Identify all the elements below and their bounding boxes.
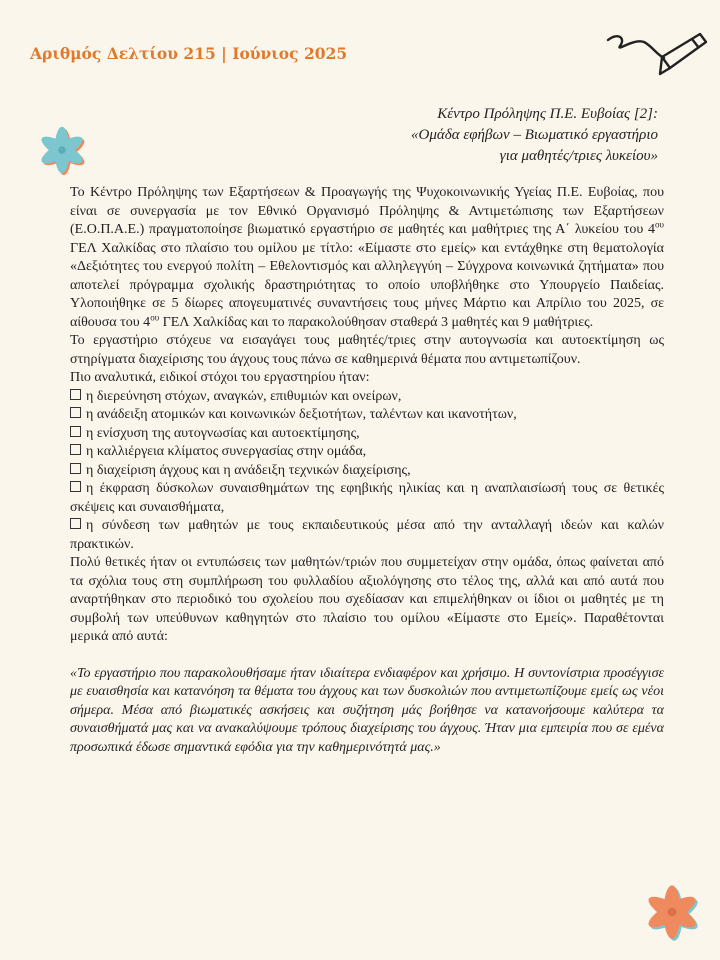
title-line: Κέντρο Πρόληψης Π.Ε. Ευβοίας [2]: [437,106,658,122]
list-item: η ανάδειξη ατομικών και κοινωνικών δεξιοτήτων, ταλέντων και ικανοτήτων, [70,406,664,425]
bulletin-header: Αριθμός Δελτίου 215 | Ιούνιος 2025 [30,44,348,63]
title-line: για μαθητές/τριες λυκείου» [499,148,658,164]
checkbox-icon [70,389,81,400]
list-item: η διαχείριση άγχους και η ανάδειξη τεχνικών διαχείρισης, [70,462,664,481]
pen-icon [604,30,708,88]
title-line: «Ομάδα εφήβων – Βιωματικό εργαστήριο [411,127,658,143]
article-body [70,184,664,757]
list-item: η σύνδεση των μαθητών με τους εκπαιδευτικούς μέσα από την ανταλλαγή ιδεών και καλών πρακτικών. [70,518,664,552]
article-title [411,104,658,167]
student-quote: «Το εργαστήριο που παρακολουθήσαμε ήταν ιδιαίτερα ενδιαφέρον και χρήσιμο. Η συντονίστρια προσέγγισε με ευαισθησία και κατανόηση τα θέματα του άγχους και των δυσκολιών που αντιμετωπίζουμε εμείς ως νέοι σήμερα. Μέσα από βιωματικές ασκήσεις και συζήτηση μάς βοήθησε να κατανοήσουμε καλύτερα τα συναισθήματά μας και να ανακαλύψουμε τρόπους διαχείρισης του άγχους. Ήταν μια εμπειρία που σε εμένα προσωπικά έδωσε σημαντικά εφόδια για την καθημερινότητά μας.» [70,665,664,755]
list-item: η καλλιέργεια κλίματος συνεργασίας στην ομάδα, [70,443,664,462]
flower-icon [34,122,90,178]
goals-intro: Πιο αναλυτικά, ειδικοί στόχοι του εργαστηρίου ήταν: [70,370,370,385]
goals-list [70,388,664,555]
flower-icon [640,880,704,944]
list-item: η έκφραση δύσκολων συναισθημάτων της εφηβικής ηλικίας και η αναπλαισίωσή τους σε θετικές σκέψεις και συναισθήματα, [70,481,664,515]
list-item: η διερεύνηση στόχων, αναγκών, επιθυμιών και ονείρων, [70,388,664,407]
checkbox-icon [70,444,81,455]
impressions-paragraph: Πολύ θετικές ήταν οι εντυπώσεις των μαθητών/τριών που συμμετείχαν στην ομάδα, όπως φαίνεται από τα σχόλια τους στη συμπλήρωση του φυλλαδίου αξιολόγησης στο τέλος της, αλλά και από αυτά που αναρτήθηκαν στο περιοδικό του σχολείου που σχεδίασαν και επιμελήθηκαν οι ίδιοι οι μαθητές με τη συμβολή των υπεύθυνων καθηγητών στο πλαίσιο του ομίλου «Είμαστε στο Εμείς». Παραθέτονται μερικά από αυτά: [70,555,664,644]
checkbox-icon [70,407,81,418]
aim-paragraph: Το εργαστήριο στόχευε να εισαγάγει τους μαθητές/τριες στην αυτογνωσία και αυτοεκτίμηση ως στηρίγματα διαχείρισης του άγχους τους πάνω σε καθημερινά θέματα που αντιμετωπίζουν. [70,333,664,367]
checkbox-icon [70,518,81,529]
intro-paragraph: Το Κέντρο Πρόληψης των Εξαρτήσεων & Προαγωγής της Ψυχοκοινωνικής Υγείας Π.Ε. Ευβοίας, που είναι σε συνεργασία με τον Εθνικό Οργανισμό Πρόληψης & Αντιμετώπισης των Εξαρτήσεων (Ε.Ο.Π.Α.Ε.) πραγματοποίησε βιωματικό εργαστήριο σε μαθητές και μαθήτριες της Α΄ λυκείου του $4^{o\upsilon}$ ΓΕΛ Χαλκίδας στο πλαίσιο του ομίλου με τίτλο: «Είμαστε στο εμείς» και εντάχθηκε στη θεματολογία «Δεξιότητες του ενεργού πολίτη – Εθελοντισμός και αλληλεγγύη – Σύγχρονα κοινωνικά ζητήματα» που αποτελεί πρόγραμμα σχολικής δραστηριότητας το οποίο υποβλήθηκε στο Υπουργείο Παιδείας. Υλοποιήθηκε σε 5 δίωρες απογευματινές συναντήσεις τους μήνες Μάρτιο και Απρίλιο του 2025, σε αίθουσα του $4^{o\upsilon}$ ΓΕΛ Χαλκίδας και το παρακολούθησαν σταθερά 3 μαθητές και 9 μαθήτριες. [70,185,664,330]
list-item: η ενίσχυση της αυτογνωσίας και αυτοεκτίμησης, [70,425,664,444]
spacer [70,647,664,665]
checkbox-icon [70,426,81,437]
checkbox-icon [70,481,81,492]
checkbox-icon [70,463,81,474]
